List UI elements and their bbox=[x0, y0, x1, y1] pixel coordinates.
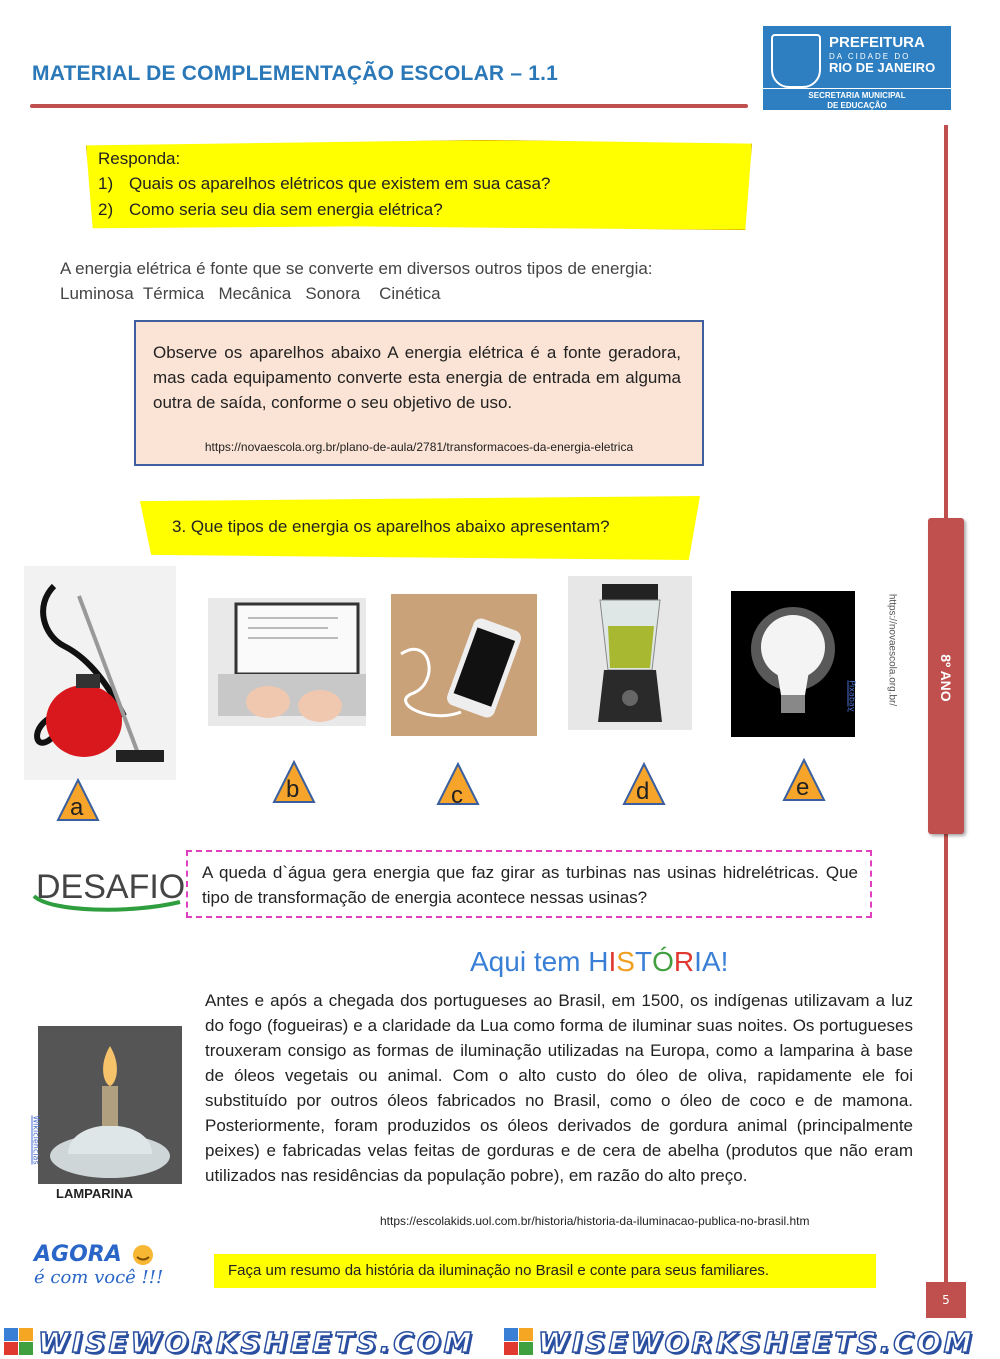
energy-types bbox=[60, 281, 653, 306]
lamparina-image bbox=[38, 1026, 182, 1184]
desafio-text: A queda d`água gera energia que faz girar as turbinas nas usinas hidrelétricas. Que tipo de transformação de energia acontece nessas usinas? bbox=[202, 863, 858, 907]
city-crest-icon bbox=[771, 34, 821, 88]
question-2-num: 2) bbox=[98, 200, 114, 219]
title-underline bbox=[30, 104, 748, 108]
grade-label: 8º ANO bbox=[938, 654, 954, 702]
desafio-logo-text: DESAFIO bbox=[36, 868, 186, 906]
wiseworksheets-logo-icon bbox=[4, 1328, 34, 1356]
historia-heading-part1: Aqui tem bbox=[470, 946, 589, 977]
device-label-a: a bbox=[70, 794, 84, 821]
side-source-url[interactable] bbox=[882, 593, 902, 716]
historia-heading-letter: I bbox=[694, 946, 702, 977]
historia-heading-letters bbox=[588, 946, 728, 977]
historia-heading bbox=[470, 946, 728, 978]
logo-line-2: DA CIDADE DO bbox=[829, 52, 911, 61]
logo-line-5: DE EDUCAÇÃO bbox=[827, 101, 887, 110]
device-label-b: b bbox=[286, 776, 300, 803]
historia-heading-letter: R bbox=[673, 946, 695, 977]
logo-line-3: RIO DE JANEIRO bbox=[829, 60, 936, 75]
observe-text: Observe os aparelhos abaixo A energia elétrica é a fonte geradora, mas cada equipamento converte esta energia de entrada em alguma outra de saída, conforme o seu objetivo de uso. bbox=[153, 343, 681, 412]
observe-box bbox=[134, 320, 704, 466]
energy-type: Luminosa bbox=[60, 284, 134, 303]
pixabay-credit[interactable] bbox=[846, 676, 858, 716]
observe-source-url[interactable]: https://novaescola.org.br/plano-de-aula/2781/transformacoes-da-energia-eletrica bbox=[204, 440, 634, 454]
energy-type: Cinética bbox=[379, 284, 441, 303]
grade-side-tab bbox=[928, 518, 964, 834]
agora-line-1: AGORA bbox=[34, 1242, 122, 1267]
device-label-e: e bbox=[796, 774, 810, 801]
agora-line-2: é com você !!! bbox=[34, 1267, 164, 1288]
historia-source-url[interactable]: https://escolakids.uol.com.br/historia/historia-da-iluminacao-publica-no-brasil.htm bbox=[380, 1214, 810, 1228]
question-1-num: 1) bbox=[98, 174, 114, 193]
questions-heading: Responda: bbox=[98, 149, 181, 168]
page-number: 5 bbox=[926, 1282, 966, 1318]
vacuum-cleaner-icon bbox=[24, 566, 176, 780]
historia-heading-letter: T bbox=[634, 946, 653, 977]
historia-text: Antes e após a chegada dos portugueses ao Brasil, em 1500, os indígenas utilizavam a luz do fogo (fogueiras) e a claridade da Lua como forma de iluminar suas noites. Os portugueses trouxeram consigo as formas de iluminação utilizadas na Europa, como a lamparina à base de óleos vegetais ou animal. Com o alto custo do óleo de oliva, rapidamente ele foi substituído por outros óleos fabricados no Brasil, como o óleo de coco e de mamona. Posteriormente, foram produzidos os óleos derivados de gordura animal (principalmente peixes) e fabricadas velas feitas de gorduras e de cera de abelha (produtos que não eram utilizados nas residências da população pobre), em razão do alto preço. bbox=[205, 991, 913, 1185]
side-source-url-text[interactable]: https://novaescola.org.br/ bbox=[886, 593, 898, 707]
smiley-icon bbox=[128, 1244, 158, 1266]
energy-type: Sonora bbox=[305, 284, 361, 303]
resumo-task-box bbox=[214, 1254, 876, 1288]
resumo-task-text: Faça um resumo da história da iluminação no Brasil e conte para seus familiares. bbox=[228, 1262, 770, 1279]
laptop-icon bbox=[208, 598, 366, 726]
desafio-logo bbox=[30, 862, 186, 912]
question-2-text: Como seria seu dia sem energia elétrica? bbox=[129, 200, 443, 219]
smartphone-charging-icon bbox=[391, 594, 537, 736]
pixabay-credit-text[interactable]: Pixabay bbox=[847, 680, 857, 712]
desafio-box bbox=[186, 850, 872, 918]
footer-brand-1: WISEWORKSHEETS.COM bbox=[38, 1326, 475, 1359]
logo-line-1: PREFEITURA bbox=[829, 34, 925, 51]
historia-heading-letter: H bbox=[588, 946, 609, 977]
question-3-text: 3. Que tipos de energia os aparelhos abaixo apresentam? bbox=[172, 517, 610, 536]
logo-line-4: SECRETARIA MUNICIPAL bbox=[808, 91, 906, 100]
energy-type: Mecânica bbox=[218, 284, 292, 303]
energy-intro-line: A energia elétrica é fonte que se converte em diversos outros tipos de energia: bbox=[60, 259, 653, 278]
question-1-text: Quais os aparelhos elétricos que existem em sua casa? bbox=[129, 174, 551, 193]
historia-heading-letter: Ó bbox=[652, 946, 674, 977]
lamparina-caption: LAMPARINA bbox=[56, 1186, 134, 1201]
prefeitura-logo bbox=[763, 26, 951, 110]
historia-heading-letter: ! bbox=[720, 946, 729, 977]
historia-heading-letter: I bbox=[608, 946, 617, 977]
device-label-d: d bbox=[636, 778, 650, 805]
device-label-c: c bbox=[451, 782, 463, 809]
wikiciencias-credit-text[interactable]: Wikiciencias bbox=[31, 1115, 41, 1165]
light-bulb-icon bbox=[731, 591, 855, 737]
logo-secretaria bbox=[763, 88, 951, 111]
agora-logo bbox=[34, 1242, 163, 1288]
wikiciencias-credit[interactable] bbox=[30, 1110, 42, 1170]
footer-brand-2: WISEWORKSHEETS.COM bbox=[538, 1326, 975, 1359]
energy-intro bbox=[60, 256, 653, 306]
historia-heading-letter: A bbox=[701, 946, 721, 977]
blender-icon bbox=[568, 576, 692, 730]
footer-banner bbox=[0, 1320, 1000, 1358]
page-title: MATERIAL DE COMPLEMENTAÇÃO ESCOLAR – 1.1 bbox=[32, 62, 559, 85]
historia-heading-letter: S bbox=[616, 946, 635, 977]
energy-type: Térmica bbox=[142, 284, 205, 303]
wiseworksheets-logo-icon bbox=[504, 1328, 534, 1356]
